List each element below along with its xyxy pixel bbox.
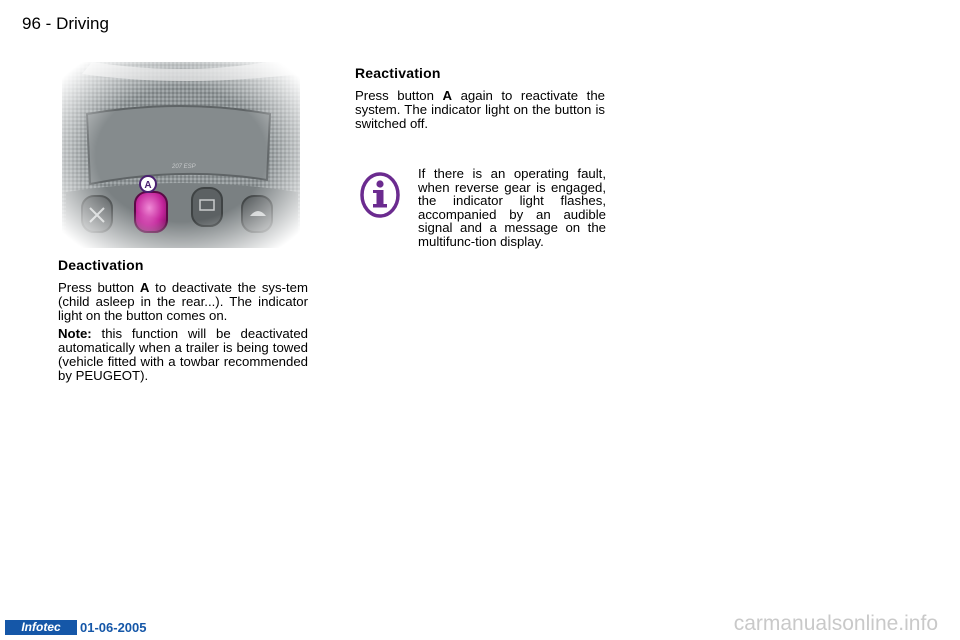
reactivation-paragraph [355,89,605,131]
info-icon [360,172,400,218]
section-title: Driving [56,14,109,33]
page-header [22,14,109,34]
infotec-logo: Infotec [5,620,77,635]
info-note-text: If there is an operating fault, when reverse gear is engaged, the indicator light flashes, accompanied by an audible signal and a message on the multifunc-tion display. [418,166,606,249]
deactivation-prefix: Press button [58,280,140,295]
console-photo-illustration [62,62,300,248]
header-separator: - [45,14,52,33]
deactivation-section [58,258,308,387]
page-number: 96 [22,14,41,33]
deactivation-title: Deactivation [58,257,144,273]
note-label: Note: [58,326,92,341]
reactivation-button-label: A [442,88,453,103]
watermark: carmanualsonline.info [733,612,938,635]
console-photo [62,62,300,248]
reactivation-prefix: Press button [355,88,443,103]
deactivation-paragraph [58,281,308,323]
footer-date: 01-06-2005 [80,620,147,635]
deactivation-suffix: to deactivate the sys-tem (child asleep in the rear...). The indicator light on the button comes on. [58,280,308,323]
reactivation-suffix: again to reactivate the system. The indicator light on the button is switched off. [355,88,605,131]
deactivation-button-label: A [139,280,150,295]
reactivation-section [355,66,605,135]
note-paragraph [58,327,308,383]
note-text: this function will be deactivated automatically when a trailer is being towed (vehicle fitted with a towbar recommended by PEUGEOT). [58,326,308,383]
reactivation-title: Reactivation [355,65,441,81]
